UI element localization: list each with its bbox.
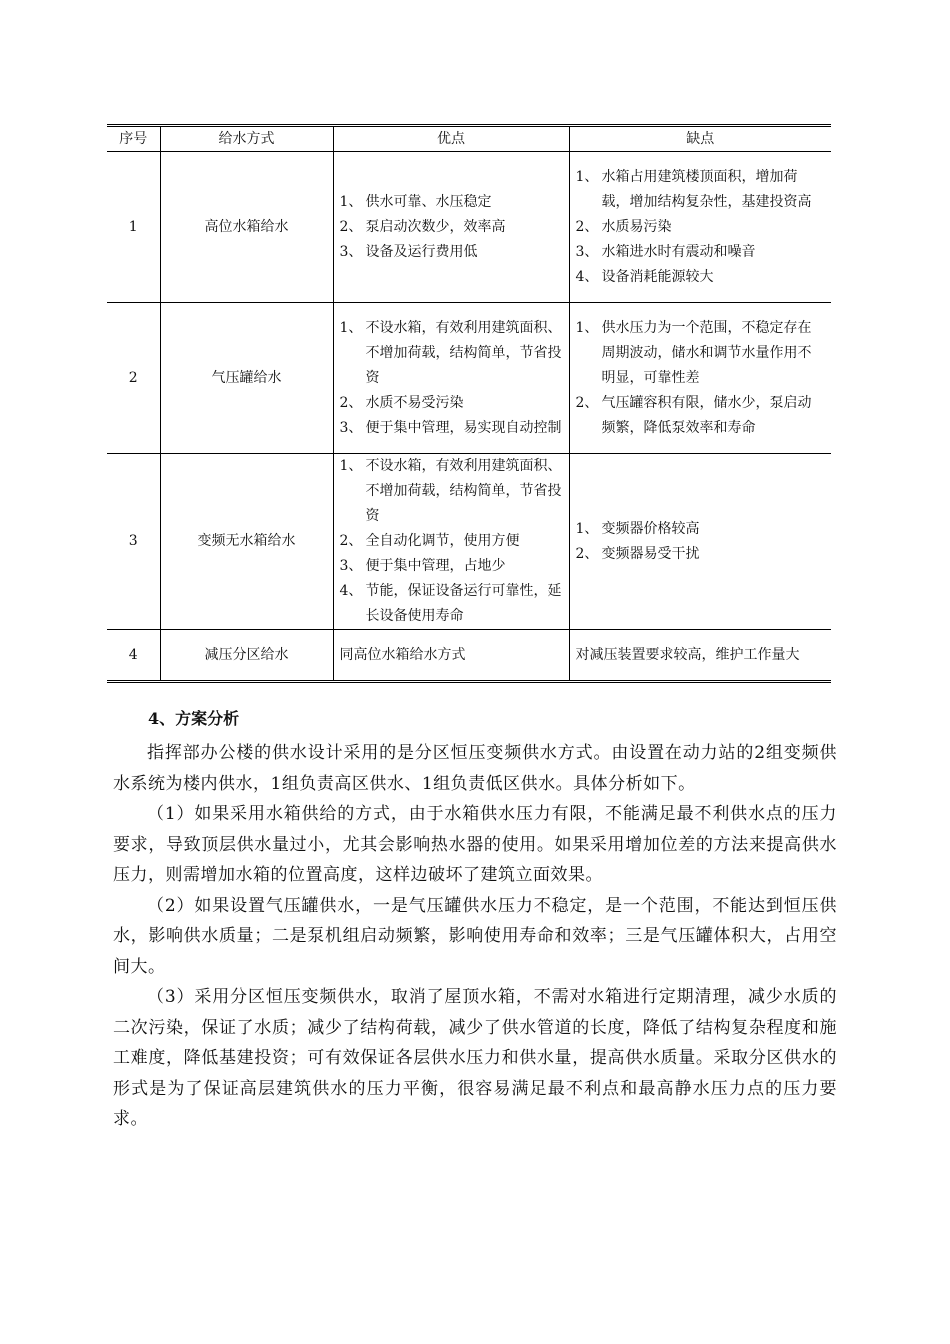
paragraph: （3）采用分区恒压变频供水，取消了屋顶水箱，不需对水箱进行定期清理，减少水质的二次污染，保证了水质；减少了结构荷载，减少了供水管道的长度，降低了结构复杂程度和施工难度，降低基建投资；可有效保证各层供水压力和供水量，提高供水质量。采取分区供水的形式是为了保证高层建筑供水的压力平衡，很容易满足最不利点和最高静水压力点的压力要求。 [113,987,837,1129]
row-pros [333,152,569,303]
list-item: 1、 供水压力为一个范围，不稳定存在周期波动，储水和调节水量作用不明显，可靠性差 [575,319,812,386]
list-item: 2、 水质易污染 [575,218,672,235]
row-no: 3 [107,454,160,630]
table-row [107,152,831,303]
table-row [107,303,831,454]
row-no: 4 [107,630,160,682]
paragraph: （1）如果采用水箱供给的方式，由于水箱供水压力有限，不能满足最不利供水点的压力要求，导致顶层供水量过小，尤其会影响热水器的使用。如果采用增加位差的方法来提高供水压力，则需增加水箱的位置高度，这样边破坏了建筑立面效果。 [113,804,837,885]
paragraph: 指挥部办公楼的供水设计采用的是分区恒压变频供水方式。由设置在动力站的2组变频供水系统为楼内供水，1组负责高区供水、1组负责低区供水。具体分析如下。 [113,743,837,794]
water-supply-comparison-table [107,124,831,683]
header-no: 序号 [107,126,160,152]
list-item: 2、 水质不易受污染 [339,394,464,411]
header-pros: 优点 [333,126,569,152]
header-cons: 缺点 [569,126,831,152]
row-no: 2 [107,303,160,454]
analysis-body [113,738,837,1135]
row-pros: 同高位水箱给水方式 [333,630,569,682]
list-item: 1、 供水可靠、水压稳定 [339,193,492,210]
row-cons [569,152,831,303]
row-method: 气压罐给水 [160,303,333,454]
list-item: 4、 设备消耗能源较大 [575,268,714,285]
table-row [107,630,831,682]
list-item: 2、 变频器易受干扰 [575,545,700,562]
row-cons: 对减压装置要求较高，维护工作量大 [569,630,831,682]
cons-list [570,165,832,290]
pros-list [334,190,569,265]
list-item: 3、 设备及运行费用低 [339,243,478,260]
row-pros [333,303,569,454]
row-method: 高位水箱给水 [160,152,333,303]
list-item: 1、 不设水箱，有效利用建筑面积、不增加荷载，结构简单，节省投资 [339,458,562,524]
list-item: 4、 节能，保证设备运行可靠性，延长设备使用寿命 [339,583,562,624]
row-cons [569,454,831,630]
list-item: 2、 气压罐容积有限，储水少，泵启动频繁，降低泵效率和寿命 [575,394,812,436]
table-header-row [107,126,831,152]
list-item: 3、 便于集中管理，易实现自动控制 [339,419,562,436]
list-item: 2、 泵启动次数少，效率高 [339,218,506,235]
cons-list [570,517,832,567]
section-title: 4、方案分析 [148,709,240,728]
row-cons [569,303,831,454]
table-row [107,454,831,630]
list-item: 1、 变频器价格较高 [575,520,700,537]
list-item: 1、 水箱占用建筑楼顶面积，增加荷载，增加结构复杂性，基建投资高 [575,168,812,210]
paragraph: （2）如果设置气压罐供水，一是气压罐供水压力不稳定，是一个范围，不能达到恒压供水，影响供水质量；二是泵机组启动频繁，影响使用寿命和效率；三是气压罐体积大，占用空间大。 [113,895,837,977]
row-method: 减压分区给水 [160,630,333,682]
pros-list [334,454,569,629]
pros-list [334,316,569,441]
cons-list [570,316,832,441]
header-method: 给水方式 [160,126,333,152]
list-item: 3、 便于集中管理，占地少 [339,558,506,574]
list-item: 3、 水箱进水时有震动和噪音 [575,243,756,260]
row-no: 1 [107,152,160,303]
row-method: 变频无水箱给水 [160,454,333,630]
list-item: 2、 全自动化调节，使用方便 [339,533,520,549]
row-pros [333,454,569,630]
list-item: 1、 不设水箱，有效利用建筑面积、不增加荷载，结构简单，节省投资 [339,319,562,386]
